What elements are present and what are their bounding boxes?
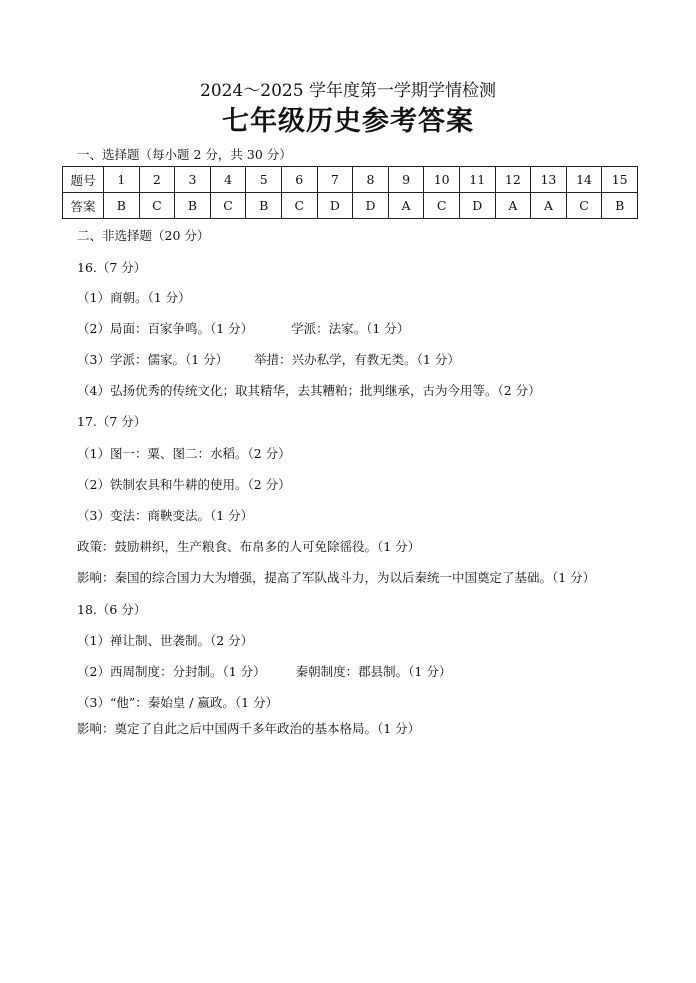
answer-cell: C (139, 193, 175, 219)
section-2-heading: 二、非选择题（20 分） (77, 228, 210, 243)
question-number: 5 (246, 167, 282, 193)
question-number: 14 (566, 167, 602, 193)
question-number: 8 (353, 167, 389, 193)
q17-answer-2: （2）铁制农具和牛耕的使用。（2 分） (77, 477, 291, 492)
question-number: 12 (495, 167, 531, 193)
q16-answer-2 (77, 321, 409, 337)
q16-answer-4: （4）弘扬优秀的传统文化；取其精华，去其糟粕；批判继承，古为今用等。（2 分） (77, 383, 541, 398)
answer-table (62, 166, 638, 219)
q16-answer-3-part1: （3）学派：儒家。（1 分） (77, 352, 229, 367)
question-number: 9 (388, 167, 424, 193)
q16-answer-3 (77, 352, 460, 368)
question-number: 6 (281, 167, 317, 193)
question-number: 13 (531, 167, 567, 193)
answer-cell: A (495, 193, 531, 219)
answer-cell: D (353, 193, 389, 219)
q18-impact: 影响：奠定了自此之后中国两千多年政治的基本格局。（1 分） (77, 721, 421, 736)
question-number: 7 (317, 167, 353, 193)
answer-cell: B (175, 193, 211, 219)
q16-answer-1: （1）商朝。（1 分） (77, 290, 191, 305)
answer-cell: B (246, 193, 282, 219)
question-number: 11 (459, 167, 495, 193)
question-number: 3 (175, 167, 211, 193)
answer-cell: C (424, 193, 460, 219)
answer-cell: D (317, 193, 353, 219)
q17-label: 17.（7 分） (77, 414, 147, 429)
question-number: 1 (104, 167, 140, 193)
question-number: 15 (602, 167, 638, 193)
row-label-answer: 答案 (63, 193, 104, 219)
q17-answer-1: （1）图一：粟、图二：水稻。（2 分） (77, 446, 291, 461)
q16-answer-2-part1: （2）局面：百家争鸣。（1 分） (77, 321, 254, 336)
answer-cell: D (459, 193, 495, 219)
answer-cell: A (388, 193, 424, 219)
question-number: 2 (139, 167, 175, 193)
answer-cell: B (602, 193, 638, 219)
q16-answer-2-part2: 学派：法家。（1 分） (291, 321, 410, 336)
section-1-heading: 一、选择题（每小题 2 分，共 30 分） (77, 147, 292, 162)
q17-policy: 政策：鼓励耕织，生产粮食、布帛多的人可免除徭役。（1 分） (77, 539, 421, 554)
q17-impact: 影响：秦国的综合国力大为增强，提高了军队战斗力，为以后秦统一中国奠定了基础。（1 分） (77, 570, 596, 585)
answer-row (63, 193, 638, 219)
question-number: 4 (210, 167, 246, 193)
question-number-row (63, 167, 638, 193)
document-title: 七年级历史参考答案 (222, 106, 474, 137)
q18-answer-1: （1）禅让制、世袭制。（2 分） (77, 633, 254, 648)
q18-label: 18.（6 分） (77, 602, 147, 617)
q16-label: 16.（7 分） (77, 260, 147, 275)
answer-cell: C (566, 193, 602, 219)
answer-cell: B (104, 193, 140, 219)
row-label-question: 题号 (63, 167, 104, 193)
q17-answer-3: （3）变法：商鞅变法。（1 分） (77, 508, 254, 523)
q18-answer-2-part2: 秦朝制度：郡县制。（1 分） (295, 664, 452, 679)
exam-title: 2024～2025 学年度第一学期学情检测 (200, 81, 496, 101)
q18-answer-2 (77, 664, 451, 680)
answer-cell: A (531, 193, 567, 219)
answer-cell: C (281, 193, 317, 219)
q18-answer-3: （3）“他”：秦始皇 / 嬴政。（1 分） (77, 695, 279, 710)
question-number: 10 (424, 167, 460, 193)
q16-answer-3-part2: 举措：兴办私学，有教无类。（1 分） (254, 352, 460, 367)
q18-answer-2-part1: （2）西周制度：分封制。（1 分） (77, 664, 266, 679)
answer-cell: C (210, 193, 246, 219)
